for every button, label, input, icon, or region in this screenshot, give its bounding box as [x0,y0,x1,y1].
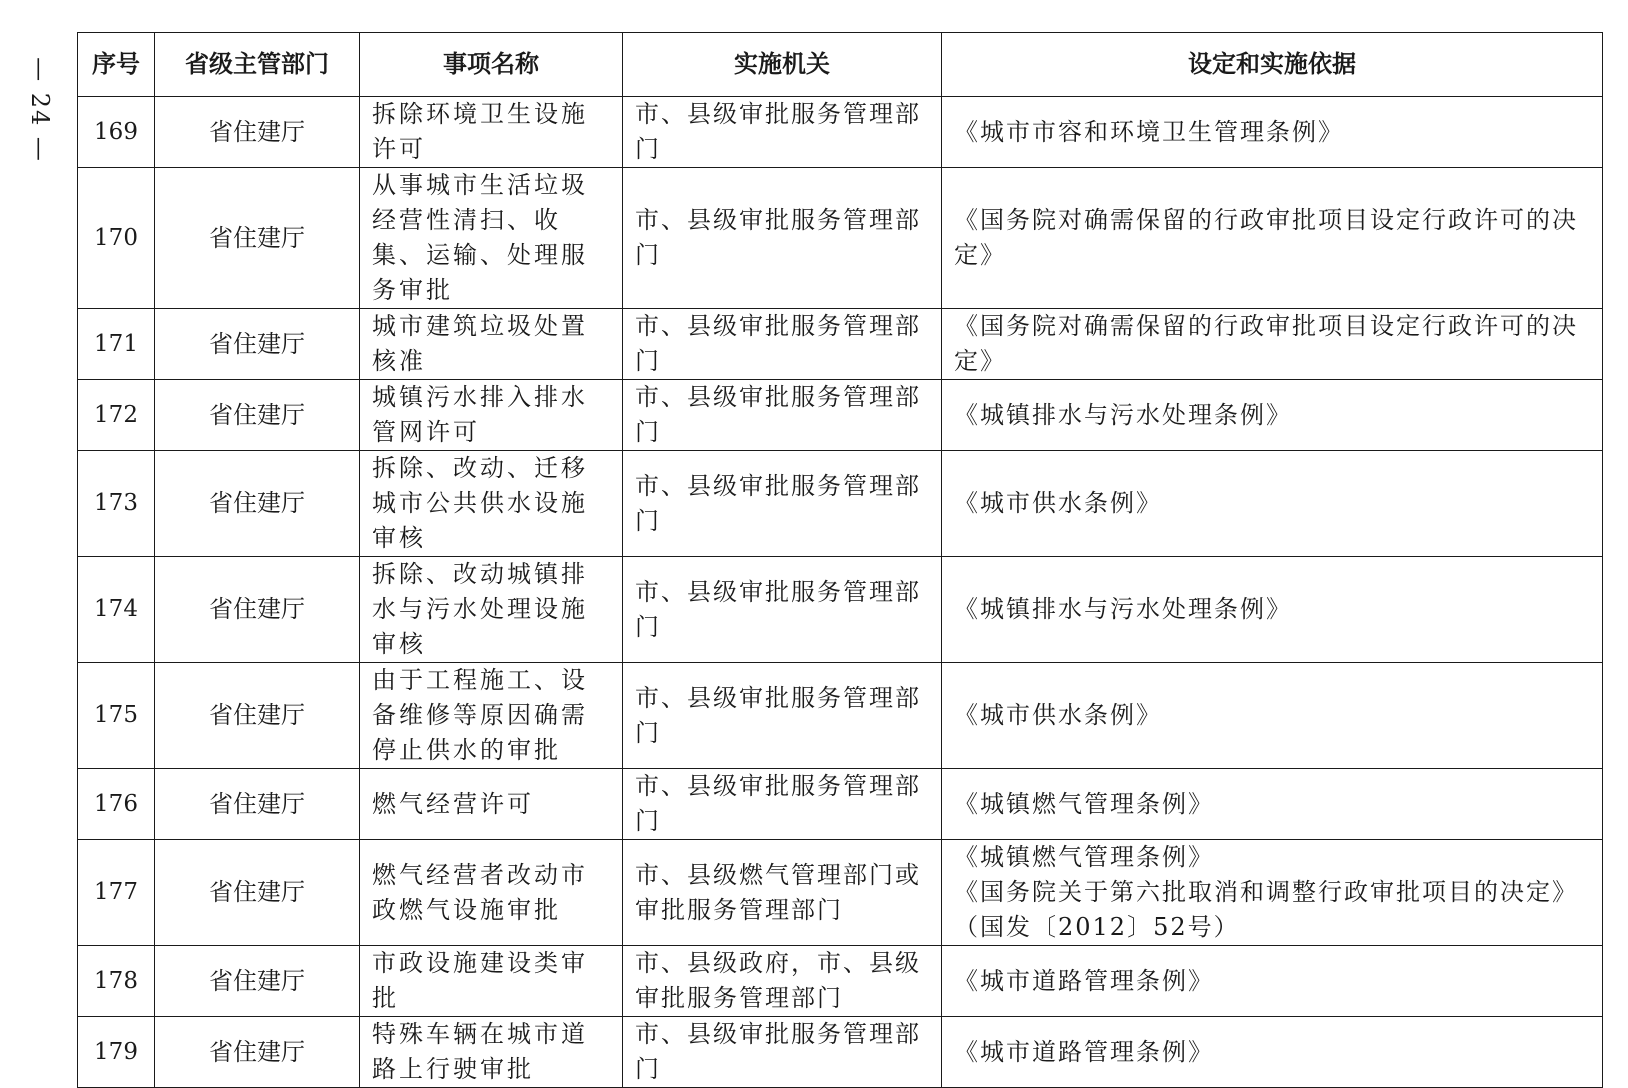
cell-item: 由于工程施工、设备维修等原因确需停止供水的审批 [360,663,623,769]
basis-line-2: 《国务院关于第六批取消和调整行政审批项目的决定》（国发〔2012〕52号） [954,878,1578,941]
basis-line-1: 《城镇燃气管理条例》 [954,843,1214,871]
cell-agency: 市、县级审批服务管理部门 [623,97,942,168]
cell-dept: 省住建厅 [155,769,360,840]
header-basis: 设定和实施依据 [942,33,1603,97]
cell-dept: 省住建厅 [155,946,360,1017]
cell-basis: 《城镇排水与污水处理条例》 [942,380,1603,451]
cell-no: 176 [78,769,155,840]
cell-item: 燃气经营许可 [360,769,623,840]
cell-agency: 市、县级燃气管理部门或审批服务管理部门 [623,840,942,946]
cell-no: 170 [78,168,155,309]
cell-no: 171 [78,309,155,380]
table-row [78,309,1603,380]
cell-basis: 《城市供水条例》 [942,663,1603,769]
cell-item: 特殊车辆在城市道路上行驶审批 [360,1017,623,1088]
cell-item: 燃气经营者改动市政燃气设施审批 [360,840,623,946]
cell-agency: 市、县级审批服务管理部门 [623,557,942,663]
cell-basis: 《城镇排水与污水处理条例》 [942,557,1603,663]
page-number [10,40,70,180]
cell-basis: 《城市道路管理条例》 [942,1017,1603,1088]
cell-dept: 省住建厅 [155,309,360,380]
cell-dept: 省住建厅 [155,663,360,769]
cell-dept: 省住建厅 [155,1017,360,1088]
header-no: 序号 [78,33,155,97]
table-row [78,1017,1603,1088]
header-agency: 实施机关 [623,33,942,97]
table-row [78,946,1603,1017]
cell-item: 拆除、改动城镇排水与污水处理设施审核 [360,557,623,663]
table-row [78,557,1603,663]
cell-dept: 省住建厅 [155,557,360,663]
cell-item: 城镇污水排入排水管网许可 [360,380,623,451]
cell-item: 从事城市生活垃圾经营性清扫、收集、运输、处理服务审批 [360,168,623,309]
cell-basis: 《城市市容和环境卫生管理条例》 [942,97,1603,168]
table-row [78,663,1603,769]
cell-dept: 省住建厅 [155,168,360,309]
cell-item: 拆除环境卫生设施许可 [360,97,623,168]
cell-no: 169 [78,97,155,168]
approval-items-table [77,32,1603,1088]
cell-agency: 市、县级审批服务管理部门 [623,451,942,557]
header-item: 事项名称 [360,33,623,97]
cell-basis [942,840,1603,946]
table-row [78,840,1603,946]
cell-dept: 省住建厅 [155,97,360,168]
cell-basis: 《国务院对确需保留的行政审批项目设定行政许可的决定》 [942,309,1603,380]
cell-no: 175 [78,663,155,769]
cell-no: 174 [78,557,155,663]
cell-agency: 市、县级政府，市、县级审批服务管理部门 [623,946,942,1017]
cell-no: 178 [78,946,155,1017]
cell-no: 179 [78,1017,155,1088]
cell-agency: 市、县级审批服务管理部门 [623,168,942,309]
cell-agency: 市、县级审批服务管理部门 [623,769,942,840]
cell-no: 177 [78,840,155,946]
page-number-text: — 24 — [26,57,54,163]
cell-agency: 市、县级审批服务管理部门 [623,380,942,451]
cell-basis: 《城市供水条例》 [942,451,1603,557]
cell-dept: 省住建厅 [155,380,360,451]
table-row [78,451,1603,557]
cell-agency: 市、县级审批服务管理部门 [623,309,942,380]
cell-agency: 市、县级审批服务管理部门 [623,1017,942,1088]
cell-item: 拆除、改动、迁移城市公共供水设施审核 [360,451,623,557]
cell-dept: 省住建厅 [155,451,360,557]
cell-agency: 市、县级审批服务管理部门 [623,663,942,769]
cell-basis: 《城市道路管理条例》 [942,946,1603,1017]
cell-item: 城市建筑垃圾处置核准 [360,309,623,380]
cell-basis: 《国务院对确需保留的行政审批项目设定行政许可的决定》 [942,168,1603,309]
cell-no: 172 [78,380,155,451]
table-row [78,168,1603,309]
table-row [78,380,1603,451]
cell-item: 市政设施建设类审批 [360,946,623,1017]
cell-no: 173 [78,451,155,557]
header-dept: 省级主管部门 [155,33,360,97]
table-row [78,97,1603,168]
cell-dept: 省住建厅 [155,840,360,946]
table-header-row [78,33,1603,97]
table-row [78,769,1603,840]
cell-basis: 《城镇燃气管理条例》 [942,769,1603,840]
